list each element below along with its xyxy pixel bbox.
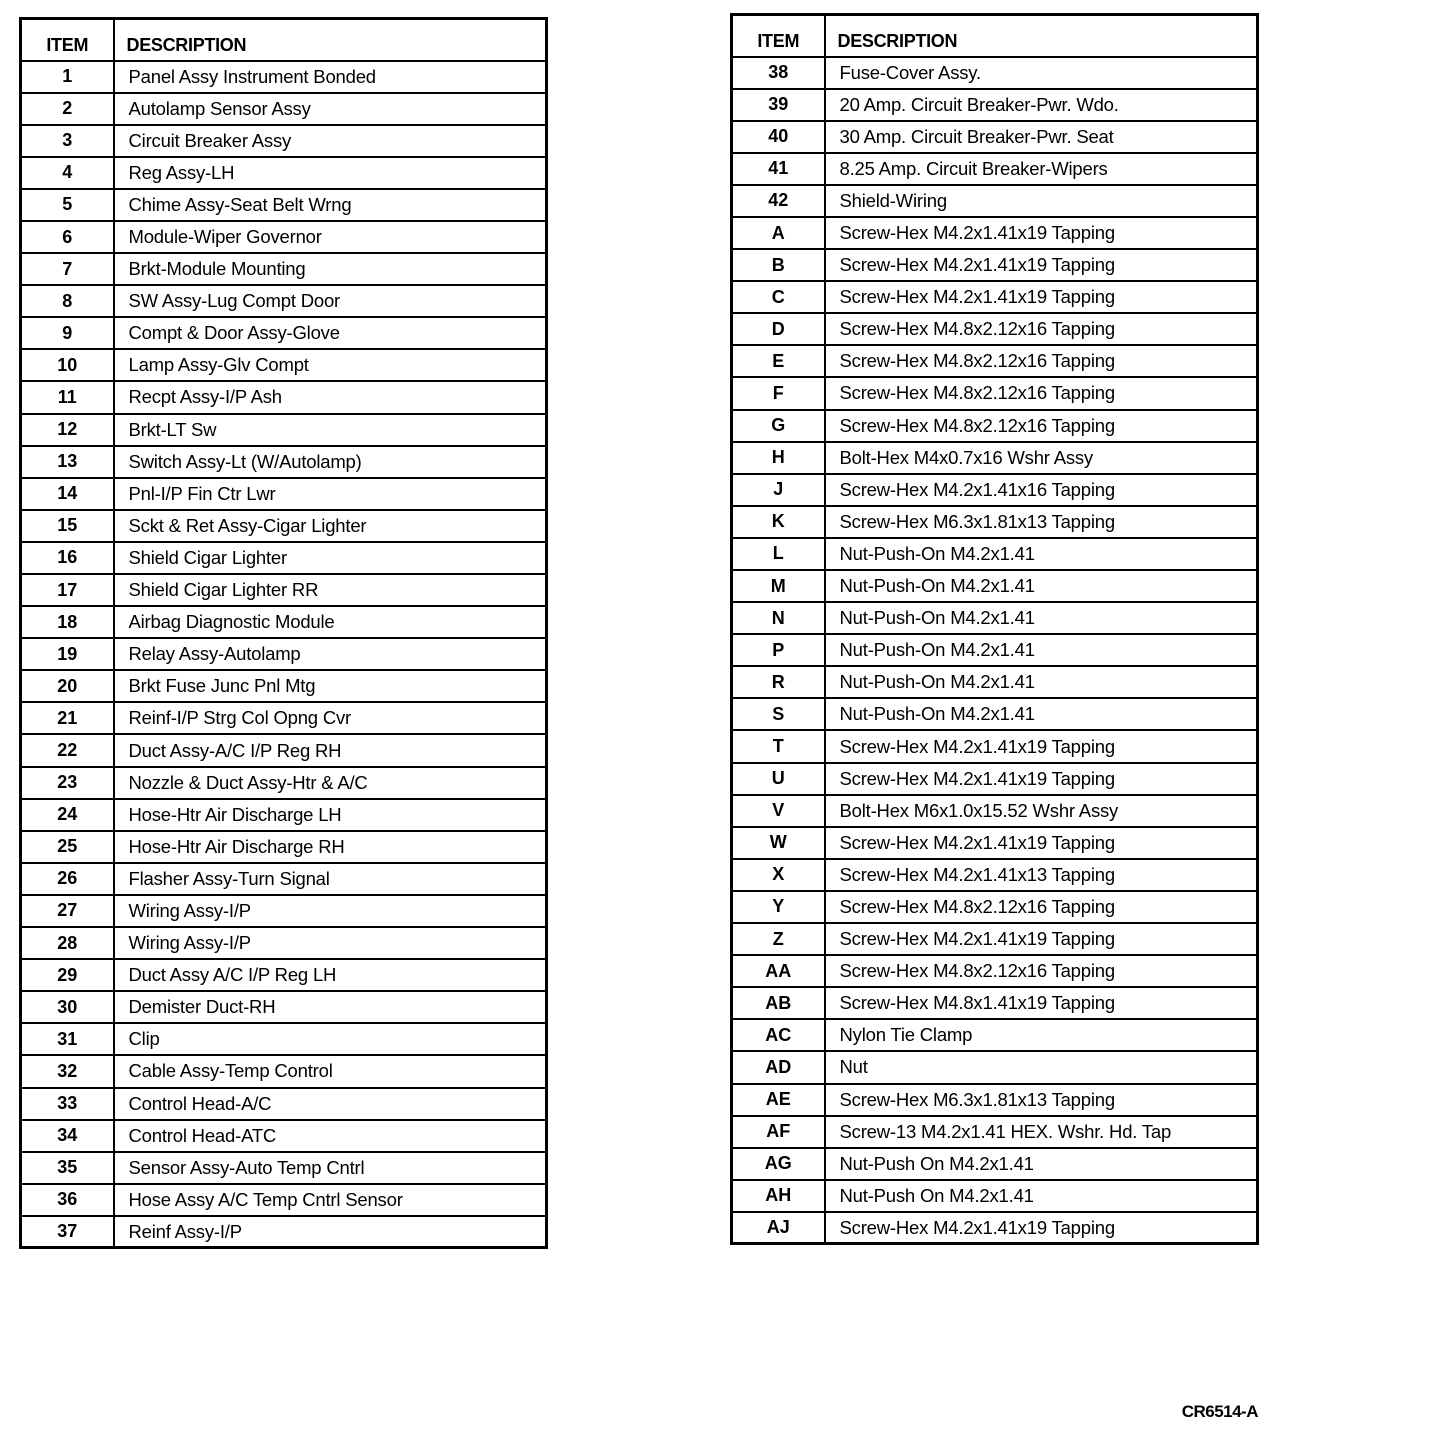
table-row	[732, 153, 1258, 185]
table-row	[21, 381, 547, 413]
table-row	[21, 414, 547, 446]
item-description: Demister Duct-RH	[114, 991, 547, 1023]
item-description: Screw-Hex M4.2x1.41x19 Tapping	[825, 249, 1258, 281]
item-description: Switch Assy-Lt (W/Autolamp)	[114, 446, 547, 478]
table-row	[732, 185, 1258, 217]
item-description: Nut-Push-On M4.2x1.41	[825, 698, 1258, 730]
item-description: Screw-Hex M4.8x1.41x19 Tapping	[825, 987, 1258, 1019]
item-description: Sensor Assy-Auto Temp Cntrl	[114, 1152, 547, 1184]
item-description: Screw-13 M4.2x1.41 HEX. Wshr. Hd. Tap	[825, 1116, 1258, 1148]
table-row	[732, 57, 1258, 89]
item-description: Autolamp Sensor Assy	[114, 93, 547, 125]
item-description: Nut-Push-On M4.2x1.41	[825, 538, 1258, 570]
item-description: Hose-Htr Air Discharge LH	[114, 799, 547, 831]
table-row	[21, 799, 547, 831]
table-row	[732, 1019, 1258, 1051]
table-row	[21, 1216, 547, 1248]
item-number: S	[732, 698, 825, 730]
item-number: 34	[21, 1120, 114, 1152]
item-description: Nut-Push-On M4.2x1.41	[825, 634, 1258, 666]
item-number: 17	[21, 574, 114, 606]
item-description: Screw-Hex M6.3x1.81x13 Tapping	[825, 506, 1258, 538]
item-number: 31	[21, 1023, 114, 1055]
table-row	[732, 217, 1258, 249]
item-description: Duct Assy-A/C I/P Reg RH	[114, 734, 547, 766]
table-row	[21, 510, 547, 542]
item-description: Nylon Tie Clamp	[825, 1019, 1258, 1051]
item-description: Nut-Push-On M4.2x1.41	[825, 602, 1258, 634]
item-description: Shield-Wiring	[825, 185, 1258, 217]
item-number: 2	[21, 93, 114, 125]
item-number: AB	[732, 987, 825, 1019]
item-number: 6	[21, 221, 114, 253]
item-number: J	[732, 474, 825, 506]
item-number: AJ	[732, 1212, 825, 1244]
table-row	[732, 474, 1258, 506]
item-number: AA	[732, 955, 825, 987]
item-number: 7	[21, 253, 114, 285]
item-description: Flasher Assy-Turn Signal	[114, 863, 547, 895]
item-number: W	[732, 827, 825, 859]
table-row	[732, 1212, 1258, 1244]
item-description: Clip	[114, 1023, 547, 1055]
figure-code: CR6514-A	[1181, 1402, 1258, 1421]
item-description: Bolt-Hex M4x0.7x16 Wshr Assy	[825, 442, 1258, 474]
item-number: 27	[21, 895, 114, 927]
table-row	[21, 767, 547, 799]
item-description: Screw-Hex M4.2x1.41x19 Tapping	[825, 763, 1258, 795]
table-row	[21, 446, 547, 478]
item-number: K	[732, 506, 825, 538]
item-number: 22	[21, 734, 114, 766]
table-row	[21, 189, 547, 221]
table-row	[21, 638, 547, 670]
table-row	[21, 285, 547, 317]
item-description: Nut	[825, 1051, 1258, 1083]
item-description: Nut-Push On M4.2x1.41	[825, 1148, 1258, 1180]
item-number: 28	[21, 927, 114, 959]
table-row	[732, 1148, 1258, 1180]
item-number: 8	[21, 285, 114, 317]
table-row	[21, 606, 547, 638]
table-row	[21, 831, 547, 863]
item-description: Nut-Push-On M4.2x1.41	[825, 570, 1258, 602]
item-number: 14	[21, 478, 114, 510]
item-number: AE	[732, 1084, 825, 1116]
item-number: C	[732, 281, 825, 313]
table-row	[21, 253, 547, 285]
item-number: 3	[21, 125, 114, 157]
table-row	[732, 1051, 1258, 1083]
item-number: 19	[21, 638, 114, 670]
table-row	[732, 827, 1258, 859]
item-description: Relay Assy-Autolamp	[114, 638, 547, 670]
table-row	[21, 542, 547, 574]
item-description: Brkt-Module Mounting	[114, 253, 547, 285]
item-description: Reg Assy-LH	[114, 157, 547, 189]
item-description: Screw-Hex M4.8x2.12x16 Tapping	[825, 377, 1258, 409]
item-description: Panel Assy Instrument Bonded	[114, 61, 547, 93]
item-number: 41	[732, 153, 825, 185]
table-row	[732, 313, 1258, 345]
item-description: Shield Cigar Lighter RR	[114, 574, 547, 606]
item-number: 16	[21, 542, 114, 574]
table-row	[732, 410, 1258, 442]
item-description: Control Head-A/C	[114, 1088, 547, 1120]
table-row	[21, 1023, 547, 1055]
item-description: SW Assy-Lug Compt Door	[114, 285, 547, 317]
item-number: 20	[21, 670, 114, 702]
table-row	[21, 734, 547, 766]
item-description: Circuit Breaker Assy	[114, 125, 547, 157]
item-number: 33	[21, 1088, 114, 1120]
table-row	[732, 570, 1258, 602]
item-number: 23	[21, 767, 114, 799]
item-number: Y	[732, 891, 825, 923]
item-description: Hose-Htr Air Discharge RH	[114, 831, 547, 863]
item-number: 10	[21, 349, 114, 381]
table-row	[732, 698, 1258, 730]
item-description: 20 Amp. Circuit Breaker-Pwr. Wdo.	[825, 89, 1258, 121]
table-header-row	[732, 15, 1258, 57]
table-row	[21, 317, 547, 349]
table-row	[732, 121, 1258, 153]
item-number: P	[732, 634, 825, 666]
table-row	[21, 478, 547, 510]
item-number: M	[732, 570, 825, 602]
item-description: Chime Assy-Seat Belt Wrng	[114, 189, 547, 221]
item-number: 11	[21, 381, 114, 413]
item-number: 1	[21, 61, 114, 93]
item-description: Reinf-I/P Strg Col Opng Cvr	[114, 702, 547, 734]
item-description: Screw-Hex M4.2x1.41x19 Tapping	[825, 923, 1258, 955]
item-description: Nut-Push On M4.2x1.41	[825, 1180, 1258, 1212]
item-number: 15	[21, 510, 114, 542]
item-number: G	[732, 410, 825, 442]
table-row	[732, 666, 1258, 698]
table-row	[732, 506, 1258, 538]
item-number: T	[732, 730, 825, 762]
item-description: Wiring Assy-I/P	[114, 895, 547, 927]
item-description: Screw-Hex M4.2x1.41x16 Tapping	[825, 474, 1258, 506]
table-row	[21, 1088, 547, 1120]
item-number: AC	[732, 1019, 825, 1051]
table-row	[732, 1116, 1258, 1148]
item-number: 25	[21, 831, 114, 863]
table-row	[21, 157, 547, 189]
table-row	[732, 442, 1258, 474]
table-row	[21, 1152, 547, 1184]
table-row	[732, 891, 1258, 923]
item-description: Reinf Assy-I/P	[114, 1216, 547, 1248]
item-description: Screw-Hex M4.2x1.41x19 Tapping	[825, 1212, 1258, 1244]
table-row	[732, 923, 1258, 955]
item-description: Screw-Hex M4.2x1.41x19 Tapping	[825, 281, 1258, 313]
item-description: Airbag Diagnostic Module	[114, 606, 547, 638]
item-number: AG	[732, 1148, 825, 1180]
table-header-row	[21, 19, 547, 61]
table-row	[21, 125, 547, 157]
table-row	[732, 634, 1258, 666]
table-row	[21, 863, 547, 895]
parts-table-left	[19, 17, 548, 1249]
item-number: 24	[21, 799, 114, 831]
table-row	[21, 702, 547, 734]
item-description: Compt & Door Assy-Glove	[114, 317, 547, 349]
table-row	[21, 93, 547, 125]
table-row	[732, 1084, 1258, 1116]
item-number: H	[732, 442, 825, 474]
item-number: AD	[732, 1051, 825, 1083]
table-row	[732, 763, 1258, 795]
item-number: Z	[732, 923, 825, 955]
parts-table-right	[730, 13, 1259, 1245]
item-number: 5	[21, 189, 114, 221]
table-row	[732, 602, 1258, 634]
item-description: Screw-Hex M4.2x1.41x19 Tapping	[825, 827, 1258, 859]
table-row	[21, 991, 547, 1023]
table-row	[21, 61, 547, 93]
item-description: Fuse-Cover Assy.	[825, 57, 1258, 89]
table-row	[21, 574, 547, 606]
item-number: 13	[21, 446, 114, 478]
table-row	[21, 221, 547, 253]
table-row	[732, 730, 1258, 762]
description-column-header: DESCRIPTION	[114, 19, 547, 61]
item-description: Screw-Hex M4.8x2.12x16 Tapping	[825, 955, 1258, 987]
table-row	[21, 1184, 547, 1216]
item-number: 36	[21, 1184, 114, 1216]
item-number: 26	[21, 863, 114, 895]
item-number: F	[732, 377, 825, 409]
item-description: Nozzle & Duct Assy-Htr & A/C	[114, 767, 547, 799]
table-row	[21, 1055, 547, 1087]
item-number: 42	[732, 185, 825, 217]
item-description: Pnl-I/P Fin Ctr Lwr	[114, 478, 547, 510]
item-number: B	[732, 249, 825, 281]
item-number: D	[732, 313, 825, 345]
item-description: 30 Amp. Circuit Breaker-Pwr. Seat	[825, 121, 1258, 153]
item-number: A	[732, 217, 825, 249]
item-description: Duct Assy A/C I/P Reg LH	[114, 959, 547, 991]
table-row	[21, 959, 547, 991]
item-number: 21	[21, 702, 114, 734]
item-description: Brkt-LT Sw	[114, 414, 547, 446]
item-description: Bolt-Hex M6x1.0x15.52 Wshr Assy	[825, 795, 1258, 827]
item-column-header: ITEM	[732, 15, 825, 57]
table-row	[732, 377, 1258, 409]
item-column-header: ITEM	[21, 19, 114, 61]
table-row	[732, 538, 1258, 570]
table-row	[732, 89, 1258, 121]
item-number: N	[732, 602, 825, 634]
item-number: 38	[732, 57, 825, 89]
table-row	[732, 1180, 1258, 1212]
item-description: Recpt Assy-I/P Ash	[114, 381, 547, 413]
item-description: Screw-Hex M4.8x2.12x16 Tapping	[825, 891, 1258, 923]
item-description: Screw-Hex M4.2x1.41x19 Tapping	[825, 217, 1258, 249]
item-description: Wiring Assy-I/P	[114, 927, 547, 959]
item-number: 29	[21, 959, 114, 991]
item-description: Nut-Push-On M4.2x1.41	[825, 666, 1258, 698]
table-row	[732, 795, 1258, 827]
item-number: 4	[21, 157, 114, 189]
item-number: 18	[21, 606, 114, 638]
item-number: AH	[732, 1180, 825, 1212]
item-description: Screw-Hex M4.8x2.12x16 Tapping	[825, 313, 1258, 345]
item-number: U	[732, 763, 825, 795]
item-number: 9	[21, 317, 114, 349]
item-description: Module-Wiper Governor	[114, 221, 547, 253]
item-description: Screw-Hex M4.8x2.12x16 Tapping	[825, 410, 1258, 442]
item-number: V	[732, 795, 825, 827]
item-description: Screw-Hex M4.2x1.41x13 Tapping	[825, 859, 1258, 891]
item-number: R	[732, 666, 825, 698]
item-number: 37	[21, 1216, 114, 1248]
item-description: Cable Assy-Temp Control	[114, 1055, 547, 1087]
table-row	[732, 859, 1258, 891]
item-description: Brkt Fuse Junc Pnl Mtg	[114, 670, 547, 702]
item-number: 35	[21, 1152, 114, 1184]
table-row	[732, 987, 1258, 1019]
table-row	[21, 927, 547, 959]
item-description: Screw-Hex M6.3x1.81x13 Tapping	[825, 1084, 1258, 1116]
description-column-header: DESCRIPTION	[825, 15, 1258, 57]
item-description: Screw-Hex M4.8x2.12x16 Tapping	[825, 345, 1258, 377]
table-row	[21, 670, 547, 702]
item-number: L	[732, 538, 825, 570]
item-number: 32	[21, 1055, 114, 1087]
table-row	[732, 955, 1258, 987]
item-description: Shield Cigar Lighter	[114, 542, 547, 574]
item-number: 40	[732, 121, 825, 153]
item-description: 8.25 Amp. Circuit Breaker-Wipers	[825, 153, 1258, 185]
item-description: Sckt & Ret Assy-Cigar Lighter	[114, 510, 547, 542]
table-row	[732, 281, 1258, 313]
item-number: E	[732, 345, 825, 377]
item-number: X	[732, 859, 825, 891]
item-number: 39	[732, 89, 825, 121]
table-row	[732, 345, 1258, 377]
item-description: Lamp Assy-Glv Compt	[114, 349, 547, 381]
item-number: 30	[21, 991, 114, 1023]
table-row	[732, 249, 1258, 281]
item-number: 12	[21, 414, 114, 446]
item-description: Hose Assy A/C Temp Cntrl Sensor	[114, 1184, 547, 1216]
item-description: Control Head-ATC	[114, 1120, 547, 1152]
item-description: Screw-Hex M4.2x1.41x19 Tapping	[825, 730, 1258, 762]
table-row	[21, 895, 547, 927]
item-number: AF	[732, 1116, 825, 1148]
table-row	[21, 1120, 547, 1152]
table-row	[21, 349, 547, 381]
